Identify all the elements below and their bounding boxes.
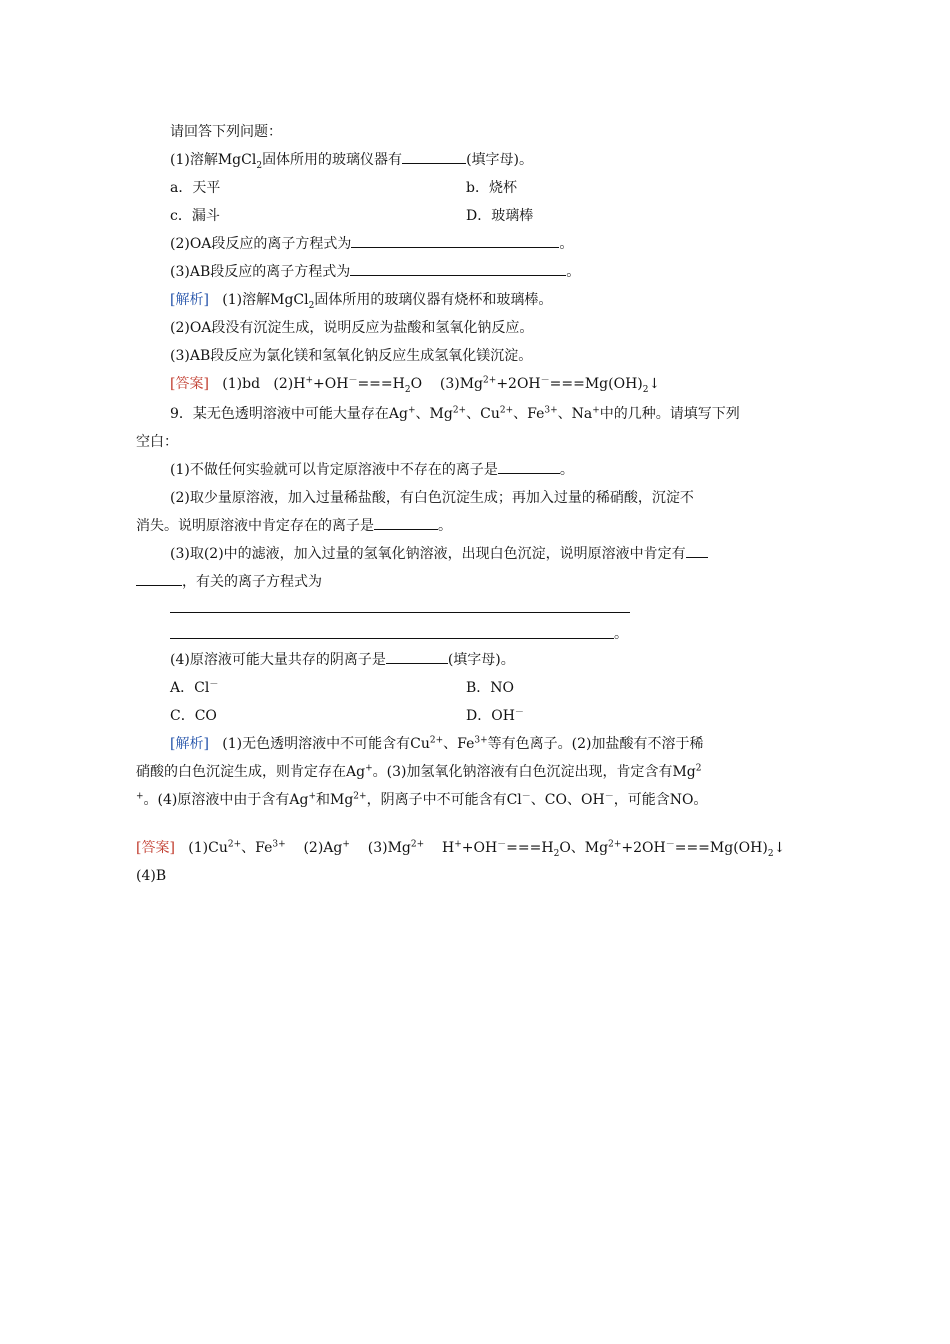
q9-answer-line2: (4)B <box>136 868 167 884</box>
q8-part3: (3)AB段反应的离子方程式为 。 <box>170 264 581 280</box>
q9-option-c: C．CO <box>170 708 217 724</box>
q8-answer: [答案] (1)bd $(2)H^++OH^-===H_2O$ $(3)Mg^{2+}+2OH^-===Mg(OH)_2↓$ <box>170 375 661 395</box>
q8-option-d: D．玻璃棒 <box>466 208 534 224</box>
q9-option-d: D．OH－ <box>466 707 524 724</box>
answer-blank[interactable] <box>374 516 438 530</box>
answer-label: [答案] <box>136 840 175 856</box>
q9-part4: (4)原溶液可能大量共存的阴离子是 (填字母)。 <box>170 652 515 668</box>
q8-part1: (1)溶解MgCl$_2$固体所用的玻璃仪器有 (填字母)。 <box>170 152 533 171</box>
answer-blank[interactable] <box>686 544 708 558</box>
q9-part3-line1: (3)取(2)中的滤液，加入过量的氢氧化钠溶液，出现白色沉淀，说明原溶液中肯定有 <box>170 544 708 564</box>
q9-stem-line1: 9．某无色透明溶液中可能大量存在Ag+、$Mg^{2+}$、$Cu^{2+}$、$Fe^{3+}$、Na+中的几种。请填写下列 <box>170 405 740 422</box>
answer-blank[interactable] <box>136 572 182 586</box>
q9-analysis-2: 硝酸的白色沉淀生成，则肯定存在Ag+。(3)加氢氧化钠溶液有白色沉淀出现，肯定含有Mg$^2$ <box>136 763 702 780</box>
q9-analysis-1: [解析] (1)无色透明溶液中不可能含有$Cu^{2+}$、$Fe^{3+}$等有色离子。(2)加盐酸有不溶于稀 <box>170 735 704 752</box>
analysis-label: [解析] <box>170 292 209 308</box>
q9-part1: (1)不做任何实验就可以肯定原溶液中不存在的离子是 。 <box>170 462 574 478</box>
q9-part2-line2: 消失。说明原溶液中肯定存在的离子是 。 <box>136 518 452 534</box>
q8-option-b: b．烧杯 <box>466 180 517 196</box>
q9-analysis-3: +。(4)原溶液中由于含有Ag+和$Mg^{2+}$，阴离子中不可能含有Cl－、CO、OH－，可能含NO。 <box>136 791 708 808</box>
answer-line[interactable] <box>170 638 614 639</box>
q8-option-c: c．漏斗 <box>170 208 220 224</box>
q9-part3-line2: ，有关的离子方程式为 <box>136 572 322 592</box>
answer-label: [答案] <box>170 376 209 392</box>
q9-option-a: A．Cl－ <box>170 679 219 696</box>
q8-intro: 请回答下列问题： <box>170 124 282 140</box>
q8-analysis-1: [解析] (1)溶解MgCl$_2$固体所用的玻璃仪器有烧杯和玻璃棒。 <box>170 292 553 311</box>
answer-blank[interactable] <box>402 150 466 164</box>
analysis-label: [解析] <box>170 736 209 752</box>
q9-answer-line1: [答案] $(1)Cu^{2+}$、$Fe^{3+}$ (2)Ag+ $(3)Mg^{2+}$ $H^++OH^-===H_2O$、$Mg^{2+}+2OH^-===Mg(OH)_2↓$ <box>136 839 786 859</box>
q8-analysis-3: (3)AB段反应为氯化镁和氢氧化钠反应生成氢氧化镁沉淀。 <box>170 348 533 364</box>
answer-blank[interactable] <box>498 460 560 474</box>
q8-part2: (2)OA段反应的离子方程式为 。 <box>170 236 574 252</box>
q8-option-a: a．天平 <box>170 180 221 196</box>
q8-analysis-2: (2)OA段没有沉淀生成，说明反应为盐酸和氢氧化钠反应。 <box>170 320 534 336</box>
q9-part2-line1: (2)取少量原溶液，加入过量稀盐酸，有白色沉淀生成；再加入过量的稀硝酸，沉淀不 <box>170 490 694 506</box>
answer-blank[interactable] <box>351 234 559 248</box>
answer-blank[interactable] <box>386 650 448 664</box>
q9-option-b: B．NO <box>466 680 515 696</box>
line-period: 。 <box>614 626 628 642</box>
answer-line[interactable] <box>170 612 630 613</box>
answer-blank[interactable] <box>350 262 566 276</box>
q9-stem-line2: 空白： <box>136 434 178 450</box>
